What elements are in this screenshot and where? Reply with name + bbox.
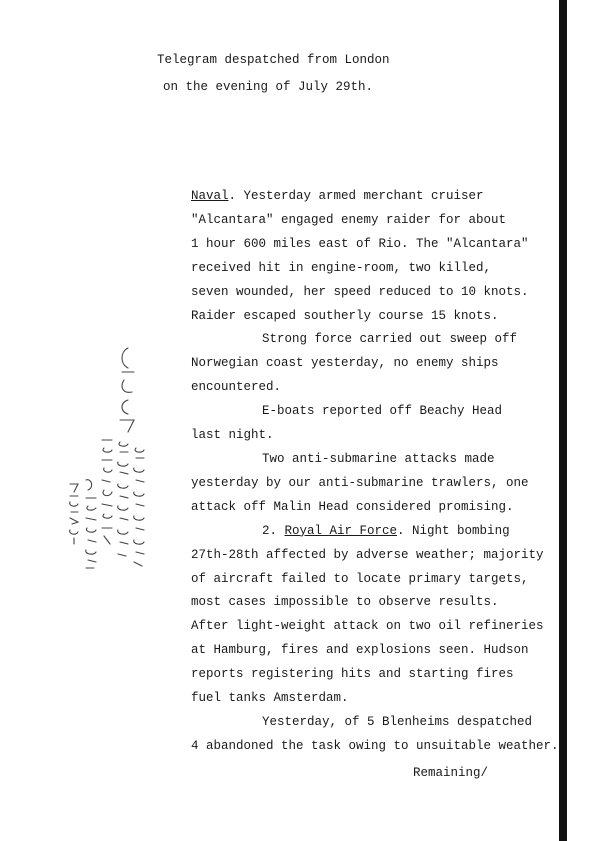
text-line: yesterday by our anti-submarine trawlers, one bbox=[191, 475, 529, 490]
text-line: at Hamburg, fires and explosions seen. Hudson bbox=[191, 643, 529, 658]
scan-edge-bar bbox=[559, 0, 567, 841]
text-line: fuel tanks Amsterdam. bbox=[191, 691, 349, 706]
text-line: After light-weight attack on two oil refineries bbox=[191, 619, 544, 634]
text-line: seven wounded, her speed reduced to 10 knots. bbox=[191, 284, 529, 299]
text-line: attack off Malin Head considered promising. bbox=[191, 499, 514, 514]
handwritten-margin-annotation bbox=[62, 340, 162, 580]
text-line: reports registering hits and starting fires bbox=[191, 667, 514, 682]
continuation-marker: Remaining/ bbox=[413, 766, 489, 780]
text-line: Two anti-submarine attacks made bbox=[262, 451, 495, 466]
text-line: 27th-28th affected by adverse weather; majority bbox=[191, 547, 544, 562]
telegram-body bbox=[191, 185, 559, 759]
text-line: last night. bbox=[191, 428, 274, 443]
text-line: Strong force carried out sweep off bbox=[262, 332, 518, 347]
text-line: of aircraft failed to locate primary targets, bbox=[191, 571, 529, 586]
section-label-raf: Royal Air Force bbox=[284, 523, 398, 538]
heading-line-1: Telegram despatched from London bbox=[157, 53, 390, 67]
paragraph-raf-line-1: 2. Royal Air Force. Night bombing bbox=[262, 523, 510, 538]
text-line: encountered. bbox=[191, 380, 282, 395]
text-line: Raider escaped southerly course 15 knots. bbox=[191, 308, 499, 323]
text-line: 4 abandoned the task owing to unsuitable weather. bbox=[191, 738, 559, 753]
text-line: Yesterday, of 5 Blenheims despatched bbox=[262, 714, 533, 729]
section-label-naval: Naval bbox=[191, 189, 229, 203]
text-line: E-boats reported off Beachy Head bbox=[262, 404, 503, 419]
text-line: received hit in engine-room, two killed, bbox=[191, 260, 492, 275]
paragraph-naval-line-1: Naval. Yesterday armed merchant cruiser bbox=[191, 189, 484, 203]
handwriting-signature-graphic bbox=[62, 340, 162, 580]
telegram-heading bbox=[157, 47, 390, 101]
text-line: Norwegian coast yesterday, no enemy ships bbox=[191, 356, 499, 371]
text-line: "Alcantara" engaged enemy raider for about bbox=[191, 212, 507, 227]
heading-line-2: on the evening of July 29th. bbox=[163, 80, 374, 94]
text-line: most cases impossible to observe results. bbox=[191, 595, 499, 610]
text-line: 1 hour 600 miles east of Rio. The "Alcantara" bbox=[191, 236, 529, 251]
